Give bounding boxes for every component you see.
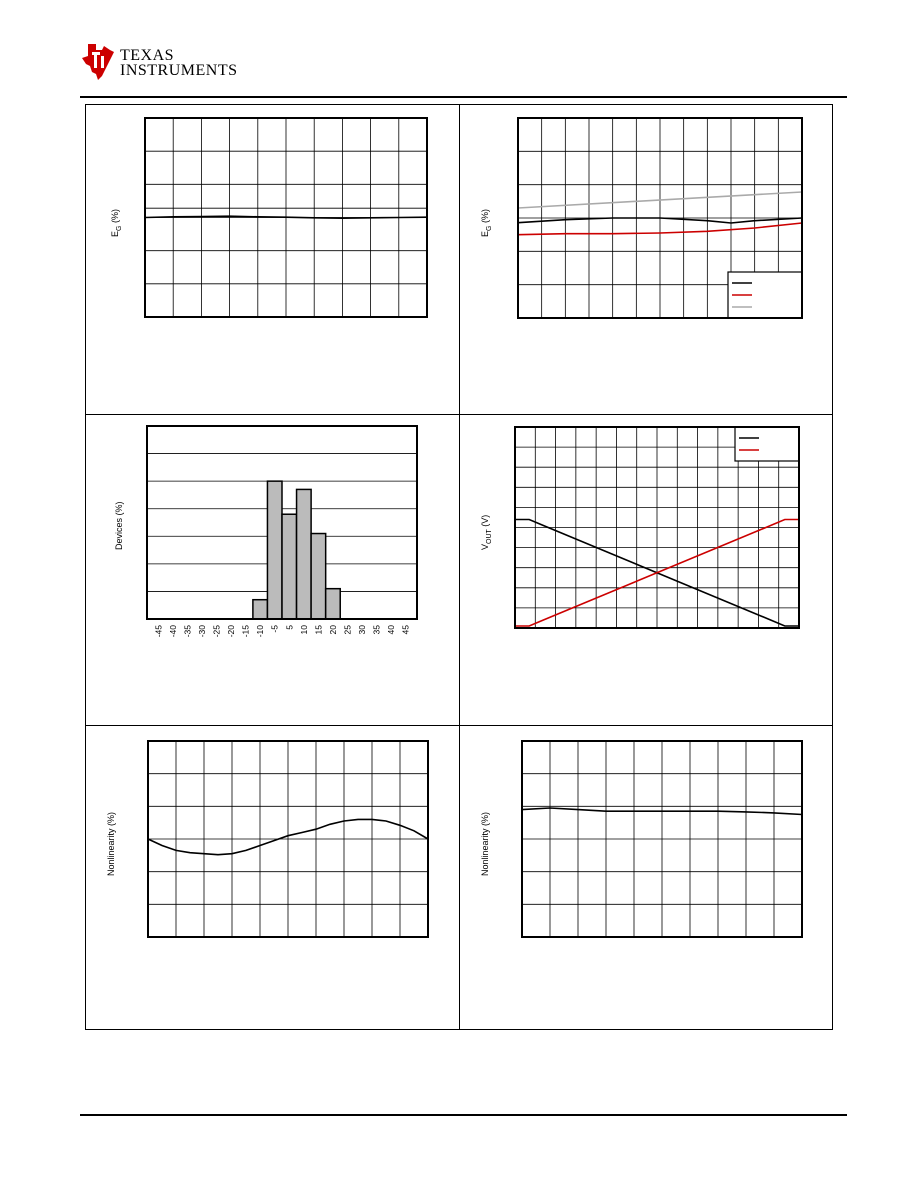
x-tick-label: 45 (400, 625, 411, 635)
x-tick-label: 10 (298, 625, 309, 635)
y-axis-label-sub: G (115, 225, 123, 231)
y-axis-label-sub: G (485, 225, 493, 231)
x-tick-label: -35 (182, 625, 193, 638)
y-axis-label-main: Devices (%) (114, 501, 124, 550)
x-tick-label: -45 (153, 625, 164, 638)
y-axis-label-unit: (%) (480, 209, 490, 226)
panel-vout (460, 415, 833, 723)
header-rule (80, 96, 847, 98)
y-axis-label-unit: (%) (110, 209, 120, 226)
brand-line-1: TEXAS (120, 47, 175, 64)
x-tick-label: -20 (226, 625, 237, 638)
x-tick-label: 30 (357, 625, 368, 635)
x-tick-label: -40 (167, 625, 178, 638)
histogram-bar (311, 534, 326, 619)
x-tick-label: -25 (211, 625, 222, 638)
y-axis-label-main: E (110, 230, 120, 237)
chart-svg (460, 105, 833, 413)
chart-svg (460, 415, 833, 723)
y-axis-label-sub: OUT (485, 529, 493, 544)
ti-state-logo-icon (80, 42, 116, 82)
chart-svg (86, 726, 459, 1034)
histogram-bar (326, 589, 341, 619)
histogram-bar (282, 514, 297, 619)
panel-nonlinearity-1 (86, 726, 459, 1034)
histogram-bar (297, 489, 312, 619)
legend-box (735, 427, 799, 461)
brand-line-2: INSTRUMENTS (120, 62, 238, 79)
x-tick-label: -15 (240, 625, 251, 638)
panel-histogram (86, 415, 459, 723)
x-tick-label: 35 (371, 625, 382, 635)
y-axis-label-unit: (V) (480, 514, 490, 530)
chart-svg (86, 105, 459, 413)
x-tick-label: -5 (269, 625, 280, 633)
histogram-bar (253, 600, 268, 619)
chart-svg (86, 415, 459, 723)
x-tick-label: 40 (386, 625, 397, 635)
panel-nonlinearity-2 (460, 726, 833, 1034)
y-axis-label-main: V (480, 543, 490, 550)
x-tick-label: -30 (196, 625, 207, 638)
panel-gain-error-2 (460, 105, 833, 413)
ti-wordmark (120, 48, 238, 78)
y-axis-label-main: E (480, 230, 490, 237)
panel-gain-error-1 (86, 105, 459, 413)
y-axis-label-main: Nonlinearity (%) (480, 811, 490, 876)
x-tick-label: -10 (255, 625, 266, 638)
y-axis-label-main: Nonlinearity (%) (106, 811, 116, 876)
x-tick-label: 5 (284, 625, 295, 630)
figure-grid (85, 104, 833, 1030)
x-tick-label: 20 (327, 625, 338, 635)
x-tick-label: 15 (313, 625, 324, 635)
chart-svg (460, 726, 833, 1034)
histogram-bar (267, 481, 282, 619)
ti-logo (80, 42, 240, 86)
x-tick-label: 25 (342, 625, 353, 635)
footer-rule (80, 1114, 847, 1116)
